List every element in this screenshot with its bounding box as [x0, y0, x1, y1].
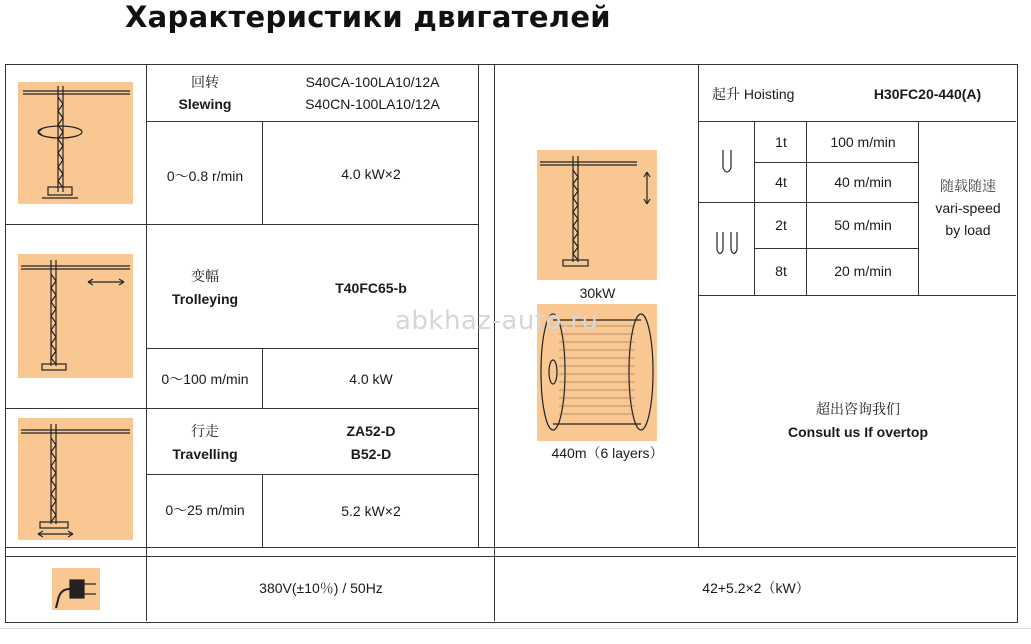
hoisting-load-2: 4t	[775, 174, 787, 190]
hoisting-crane-icon	[537, 150, 657, 280]
hoisting-load-4: 8t	[775, 263, 787, 279]
grid-line	[698, 295, 1016, 296]
grid-line	[5, 408, 478, 409]
travelling-power: 5.2 kW×2	[341, 503, 401, 519]
vari-speed-en-2: by load	[945, 222, 991, 238]
grid-line	[698, 121, 1016, 122]
vari-speed-en-1: vari-speed	[935, 200, 1001, 216]
travelling-speed: 0～25 m/min	[165, 502, 245, 518]
background-line	[0, 628, 1031, 629]
power-plug-icon	[52, 568, 100, 610]
travelling-label-cn: 行走	[191, 423, 219, 439]
grid-line	[754, 248, 918, 249]
overtop-cn: 超出咨询我们	[816, 401, 900, 417]
slewing-power: 4.0 kW×2	[341, 166, 401, 182]
slewing-speed: 0～0.8 r/min	[166, 168, 244, 184]
single-fall-hook-icon	[715, 148, 739, 178]
travelling-model-1: ZA52-D	[346, 423, 396, 439]
slewing-model-1: S40CA-100LA10/12A	[305, 74, 440, 90]
trolleying-label-cn: 变幅	[191, 268, 219, 284]
trolleying-speed: 0～100 m/min	[161, 371, 249, 387]
hoisting-speed-1: 100 m/min	[830, 134, 896, 150]
travelling-crane-picture	[18, 418, 133, 540]
page-title: Характеристики двигателей	[125, 0, 611, 34]
trolleying-model: T40FC65-b	[335, 280, 407, 296]
slewing-crane-picture	[18, 82, 133, 204]
slewing-crane-icon	[18, 82, 133, 204]
total-power: 42+5.2×2（kW）	[702, 580, 810, 596]
grid-line	[146, 348, 478, 349]
hoisting-motor-power: 30kW	[579, 285, 616, 301]
travelling-crane-icon	[18, 418, 133, 540]
hoisting-load-3: 2t	[775, 217, 787, 233]
grid-line	[5, 547, 1016, 548]
grid-line	[5, 224, 478, 225]
overtop-en: Consult us If overtop	[788, 424, 928, 440]
hoisting-load-1: 1t	[775, 134, 787, 150]
grid-line	[5, 556, 1016, 557]
trolleying-power: 4.0 kW	[349, 371, 393, 387]
travelling-model-2: B52-D	[350, 446, 392, 462]
watermark: abkhaz-auto.ru	[395, 306, 599, 336]
grid-line	[494, 64, 495, 621]
motor-spec-sheet	[0, 60, 1031, 644]
hoisting-speed-2: 40 m/min	[834, 174, 892, 190]
grid-line	[698, 202, 918, 203]
travelling-label-en: Travelling	[172, 446, 238, 462]
hoisting-speed-4: 20 m/min	[834, 263, 892, 279]
hoisting-model: H30FC20-440(A)	[873, 86, 982, 102]
grid-line	[754, 162, 918, 163]
slewing-model-2: S40CN-100LA10/12A	[305, 96, 440, 112]
slewing-label-cn: 回转	[191, 74, 219, 90]
trolleying-crane-picture	[18, 254, 133, 378]
grid-line	[146, 121, 478, 122]
trolleying-crane-icon	[18, 254, 133, 378]
vari-speed-cn: 随载随速	[940, 178, 996, 194]
slewing-label-en: Slewing	[178, 96, 232, 112]
double-fall-hook-icon	[712, 230, 744, 260]
grid-line	[146, 64, 147, 621]
hoisting-label: 起升 Hoisting	[712, 86, 795, 102]
grid-line	[146, 474, 478, 475]
trolleying-label-en: Trolleying	[171, 291, 239, 307]
hoisting-crane-picture	[537, 150, 657, 280]
supply-voltage: 380V(±10％) / 50Hz	[259, 580, 383, 596]
grid-line	[698, 64, 699, 547]
rope-length: 440m（6 layers）	[551, 445, 664, 461]
power-plug-picture	[52, 568, 100, 610]
hoisting-speed-3: 50 m/min	[834, 217, 892, 233]
